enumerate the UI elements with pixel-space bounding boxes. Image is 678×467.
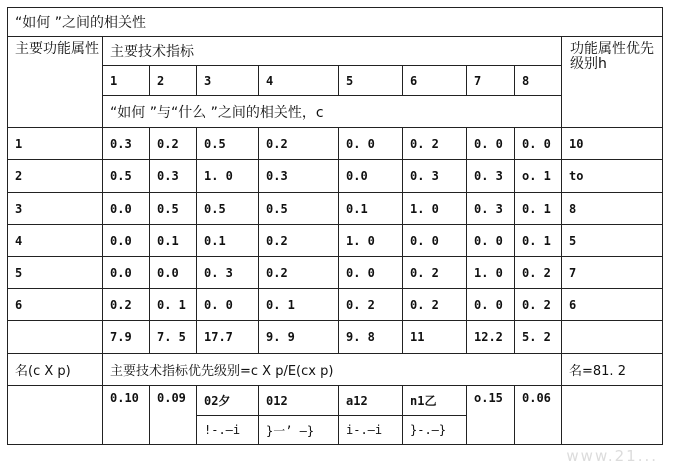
requirement-header: 主要功能属性 <box>8 37 103 128</box>
total-cell: 5. 2 <box>515 321 562 354</box>
correlation-cell: 0.2 <box>259 225 339 257</box>
correlation-cell: 0. 0 <box>197 289 259 321</box>
table-row <box>8 128 663 160</box>
correlation-cell: 0. 1 <box>515 225 562 257</box>
correlation-cell: 0. 1 <box>259 289 339 321</box>
watermark: www.21... <box>566 447 658 465</box>
correlation-cell: 0.5 <box>103 160 150 193</box>
garbled-text: }一’ —} <box>259 416 339 445</box>
correlation-cell: 0. 0 <box>467 128 515 160</box>
correlation-cell: 0.3 <box>150 160 197 193</box>
sum-total: 名=81. 2 <box>562 354 663 386</box>
correlation-label: “如何 ”与“什么 ”之间的相关性，c <box>103 96 562 128</box>
table-row <box>8 160 663 193</box>
correlation-cell: 0.2 <box>259 257 339 289</box>
priority-row <box>8 386 663 416</box>
correlation-cell: 0. 2 <box>403 289 467 321</box>
correlation-cell: 0. 2 <box>515 289 562 321</box>
header-row <box>8 37 663 66</box>
priority-value: 02夕 <box>197 386 259 416</box>
index-number: 7 <box>467 66 515 96</box>
table-row <box>8 289 663 321</box>
correlation-cell: 0. 0 <box>403 225 467 257</box>
priority-value: 0.06 <box>515 386 562 445</box>
correlation-cell: 0.5 <box>150 193 197 225</box>
correlation-cell: 0.5 <box>197 128 259 160</box>
index-number: 1 <box>103 66 150 96</box>
index-number: 3 <box>197 66 259 96</box>
index-number: 6 <box>403 66 467 96</box>
correlation-cell: 0.0 <box>339 160 403 193</box>
correlation-cell: 0.2 <box>259 128 339 160</box>
sum-label: 名(c X p) <box>8 354 103 386</box>
formula-row <box>8 354 663 386</box>
priority-value: a12 <box>339 386 403 416</box>
total-cell: 7.9 <box>103 321 150 354</box>
index-number: 4 <box>259 66 339 96</box>
correlation-cell: 0.5 <box>259 193 339 225</box>
correlation-cell: 0.5 <box>197 193 259 225</box>
correlation-cell: 0. 3 <box>197 257 259 289</box>
correlation-cell: 0. 1 <box>515 193 562 225</box>
priority-value: 0.09 <box>150 386 197 445</box>
priority-cell: 10 <box>562 128 663 160</box>
correlation-cell: 0.1 <box>197 225 259 257</box>
totals-label-empty <box>8 321 103 354</box>
correlation-cell: o. 1 <box>515 160 562 193</box>
row-id: 4 <box>8 225 103 257</box>
correlation-cell: 0. 3 <box>467 160 515 193</box>
priority-row-label-empty <box>8 386 103 445</box>
correlation-cell: 1. 0 <box>403 193 467 225</box>
row-id: 2 <box>8 160 103 193</box>
correlation-cell: 0.1 <box>150 225 197 257</box>
table-row <box>8 225 663 257</box>
correlation-cell: 0. 3 <box>467 193 515 225</box>
correlation-cell: 0. 0 <box>467 225 515 257</box>
index-number: 8 <box>515 66 562 96</box>
correlation-cell: 0.2 <box>103 289 150 321</box>
index-number: 5 <box>339 66 403 96</box>
priority-value: n1乙 <box>403 386 467 416</box>
index-number: 2 <box>150 66 197 96</box>
priority-cell: 5 <box>562 225 663 257</box>
correlation-cell: 1. 0 <box>339 225 403 257</box>
correlation-cell: 0. 0 <box>339 257 403 289</box>
garbled-text: !-.—i <box>197 416 259 445</box>
correlation-cell: 0.0 <box>103 257 150 289</box>
correlation-cell: 0. 3 <box>403 160 467 193</box>
correlation-cell: 1. 0 <box>197 160 259 193</box>
table-row <box>8 257 663 289</box>
total-cell: 7. 5 <box>150 321 197 354</box>
priority-cell: to <box>562 160 663 193</box>
garbled-text: i-.—i <box>339 416 403 445</box>
title-row <box>8 8 663 37</box>
correlation-cell: 0.0 <box>103 225 150 257</box>
garbled-text: }-.—} <box>403 416 467 445</box>
correlation-cell: 0. 0 <box>467 289 515 321</box>
correlation-cell: 0. 0 <box>339 128 403 160</box>
house-of-quality-table <box>7 7 663 445</box>
correlation-cell: 0.0 <box>103 193 150 225</box>
total-cell: 12.2 <box>467 321 515 354</box>
priority-formula: 主要技术指标优先级别=c X p/E(cx p) <box>103 354 562 386</box>
row-id: 3 <box>8 193 103 225</box>
correlation-cell: 0. 2 <box>403 257 467 289</box>
priority-value: 012 <box>259 386 339 416</box>
tech-index-header: 主要技术指标 <box>103 37 562 66</box>
priority-cell: 6 <box>562 289 663 321</box>
priority-cell: 7 <box>562 257 663 289</box>
row-id: 1 <box>8 128 103 160</box>
qfd-table-wrapper <box>7 7 663 445</box>
priority-cell: 8 <box>562 193 663 225</box>
totals-row <box>8 321 663 354</box>
total-cell: 9. 9 <box>259 321 339 354</box>
correlation-cell: 0. 2 <box>515 257 562 289</box>
correlation-cell: 1. 0 <box>467 257 515 289</box>
totals-priority-empty <box>562 321 663 354</box>
table-row <box>8 193 663 225</box>
total-cell: 17.7 <box>197 321 259 354</box>
total-cell: 11 <box>403 321 467 354</box>
correlation-cell: 0. 0 <box>515 128 562 160</box>
correlation-cell: 0.3 <box>103 128 150 160</box>
table-title: “如何 ”之间的相关性 <box>8 8 663 37</box>
correlation-cell: 0.3 <box>259 160 339 193</box>
correlation-cell: 0.2 <box>150 128 197 160</box>
priority-value: o.15 <box>467 386 515 445</box>
row-id: 6 <box>8 289 103 321</box>
priority-row-right-empty <box>562 386 663 445</box>
correlation-cell: 0. 1 <box>150 289 197 321</box>
correlation-cell: 0. 2 <box>403 128 467 160</box>
total-cell: 9. 8 <box>339 321 403 354</box>
correlation-cell: 0.0 <box>150 257 197 289</box>
row-id: 5 <box>8 257 103 289</box>
priority-value: 0.10 <box>103 386 150 445</box>
correlation-cell: 0. 2 <box>339 289 403 321</box>
correlation-cell: 0.1 <box>339 193 403 225</box>
priority-header: 功能属性优先级别h <box>562 37 663 128</box>
